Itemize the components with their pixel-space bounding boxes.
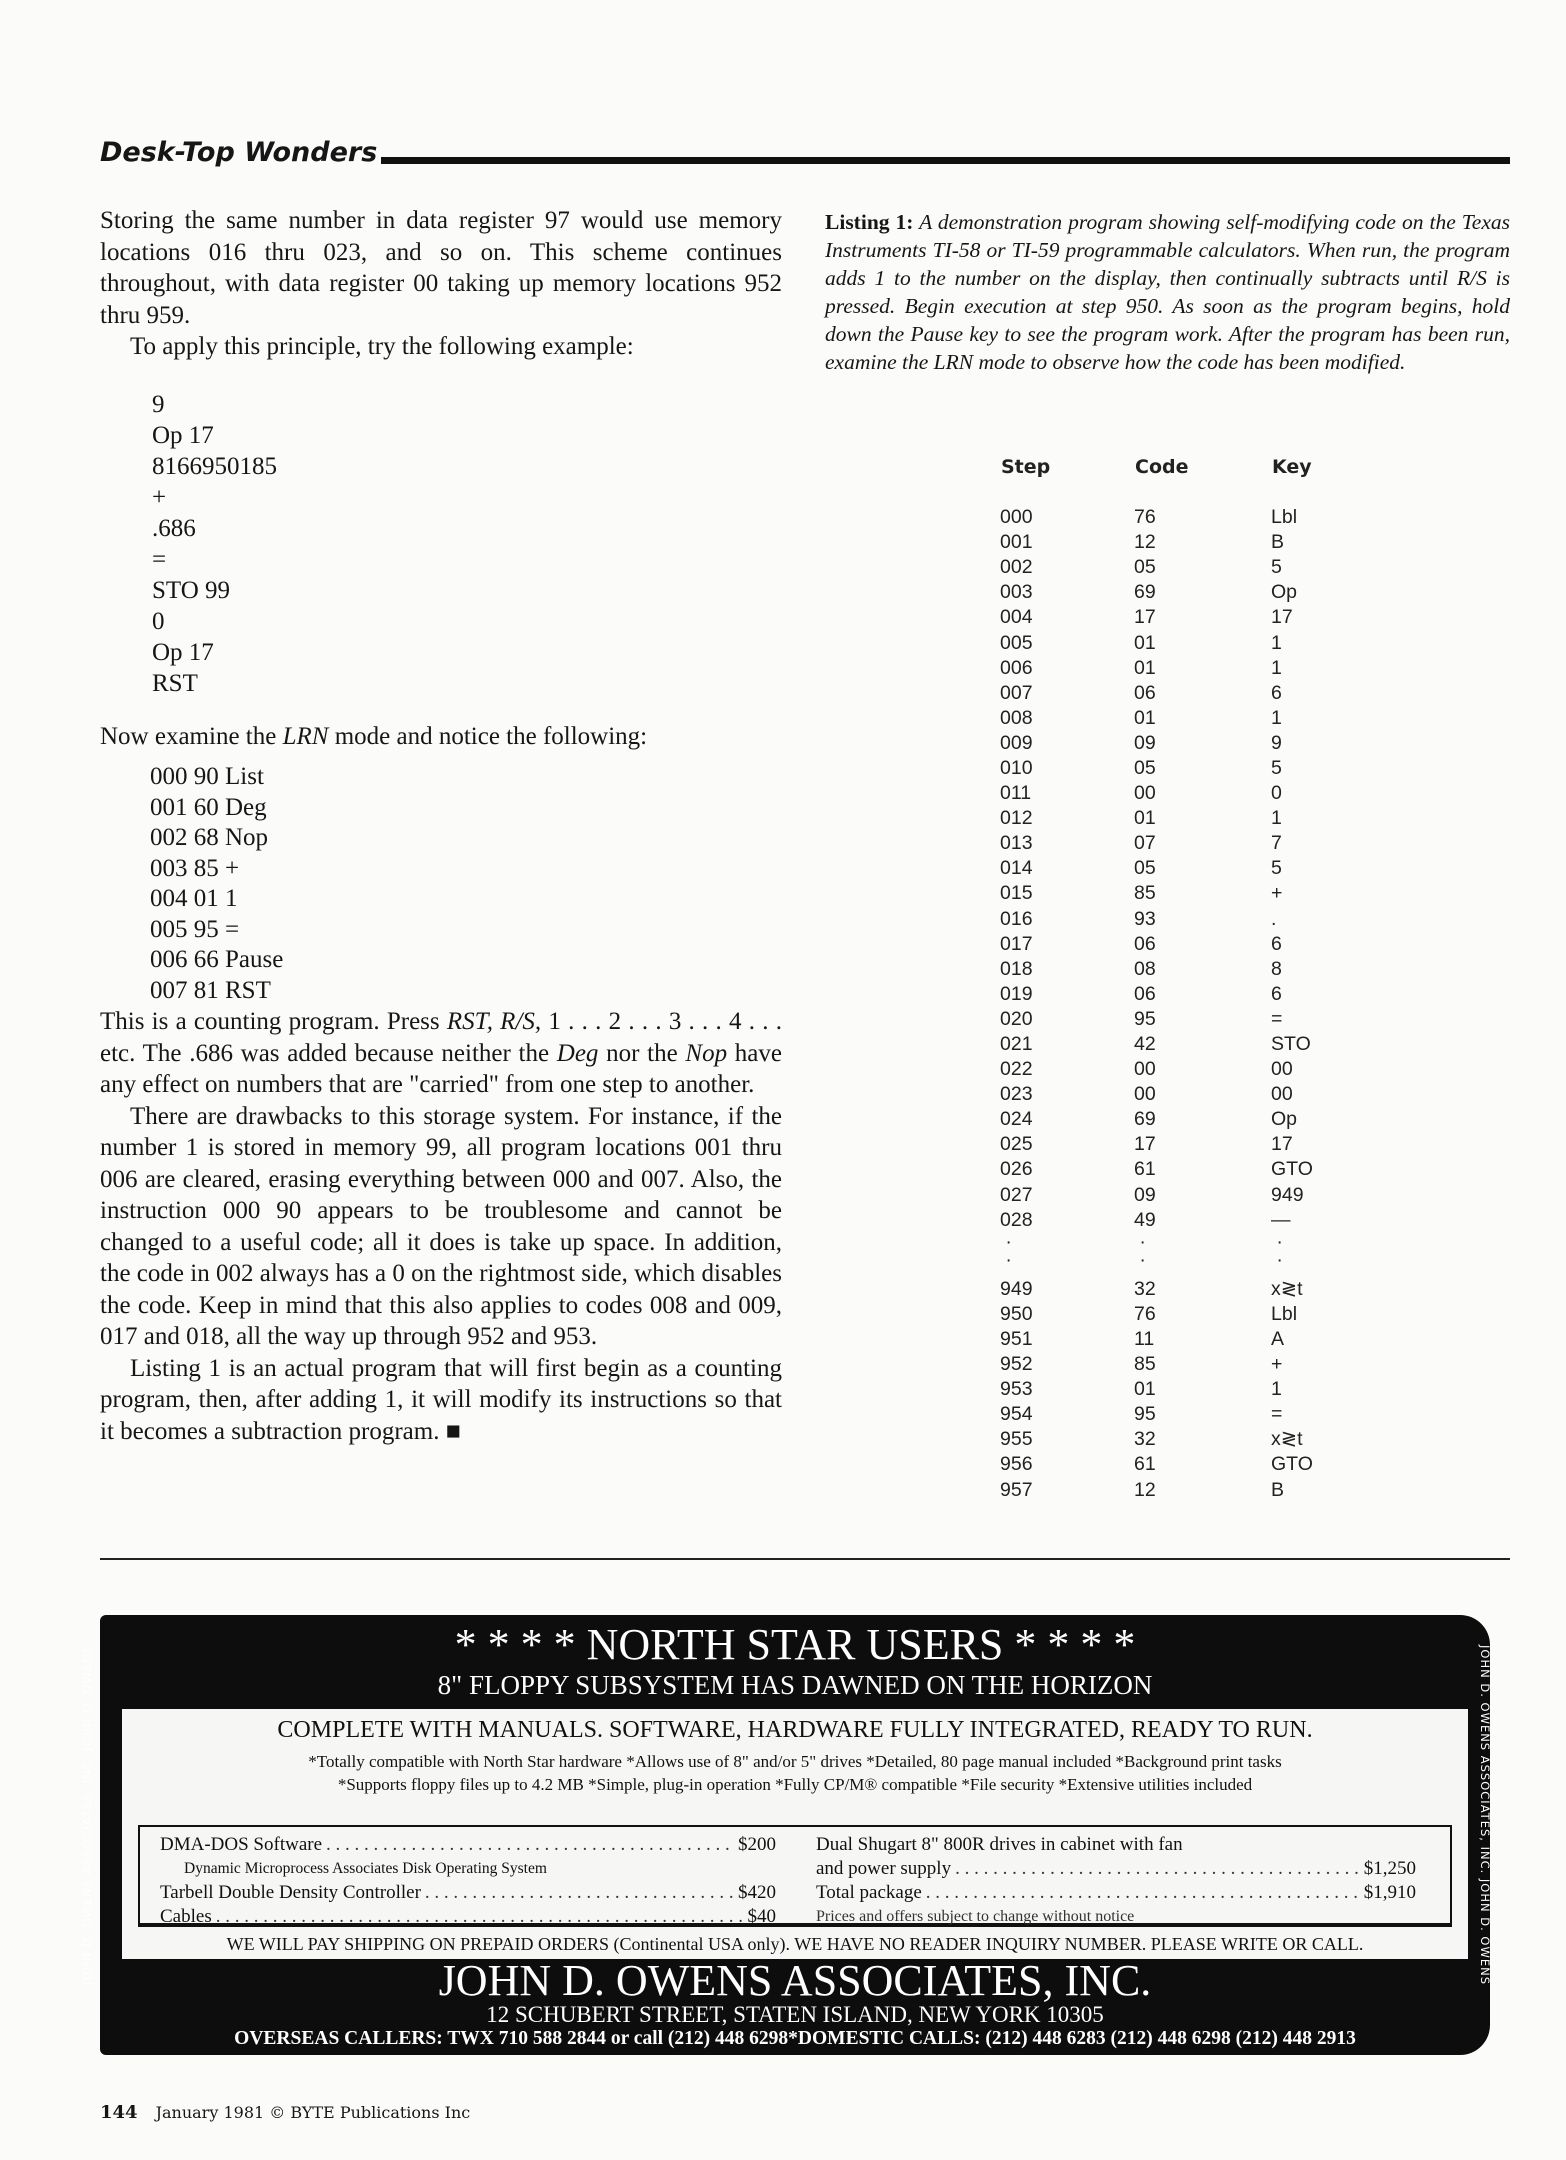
features-line: *Supports floppy files up to 4.2 MB *Simple, plug-in operation *Fully CP/M® compatible *File security *Extensive utilities included [337, 1775, 1253, 1794]
cell-step: 953 [1000, 1378, 1033, 1401]
cell-code: 95 [1134, 1007, 1156, 1030]
cell-key: Lbl [1271, 1302, 1298, 1325]
table-row [1000, 907, 1313, 932]
price-note: Prices and offers subject to change without notice [816, 1908, 1135, 1925]
cell-code: 32 [1134, 1428, 1156, 1451]
caption-text: A demonstration program showing self-modifying code on the Texas Instruments TI-58 or TI-59 programmable calculators. When run, the program adds 1 to the number on the display, then continually subtracts until R/S is pressed. Begin execution at step 950. As soon as the program begins, hold down the Pause key to see the program work. After the program has been run, examine the LRN mode to observe how the code has been modified. [825, 210, 1510, 374]
lrn-line: 006 66 Pause [150, 946, 284, 973]
cell-code: 85 [1134, 1353, 1156, 1376]
text: nor the [598, 1039, 686, 1067]
item-price: $420 [738, 1882, 776, 1903]
cell-code: 06 [1134, 932, 1156, 955]
advertisement [80, 1615, 1492, 2055]
table-row [1000, 1107, 1313, 1132]
table-row [1000, 1402, 1313, 1427]
cell-step: 952 [1000, 1353, 1033, 1376]
side-text-left: JOHN D. OWENS ASSOCIATES, INC. JOHN D. OWENS [80, 1645, 94, 1986]
cell-code: 01 [1134, 706, 1156, 729]
cell-step: 000 [1000, 506, 1033, 529]
end-mark-icon: ■ [445, 1417, 461, 1445]
cell-step: 955 [1000, 1428, 1033, 1451]
cell-step: 004 [1000, 606, 1033, 629]
cell-step: 003 [1000, 581, 1033, 604]
table-row [1000, 1302, 1313, 1327]
cell-step: 011 [1000, 782, 1032, 805]
cell-step: 008 [1000, 706, 1033, 729]
ad-title: * * * * NORTH STAR USERS * * * * [454, 1620, 1136, 1669]
lrn-line: 005 95 = [150, 915, 240, 943]
listing-label: Listing 1: [825, 210, 914, 234]
cell-key: 1 [1271, 631, 1282, 654]
lrn-line: 003 85 + [150, 854, 240, 882]
lrn-line: 004 01 1 [150, 885, 238, 912]
shipping-note: WE WILL PAY SHIPPING ON PREPAID ORDERS (Continental USA only). WE HAVE NO READER INQUIRY NUMBER. PLEASE WRITE OR CALL. [122, 1929, 1468, 1959]
text: mode and notice the following: [328, 722, 648, 750]
cell-step: 001 [1000, 531, 1033, 554]
text: RST, R/S, [446, 1008, 542, 1035]
ellipsis-dots: · · [1000, 1230, 1012, 1271]
cell-step: 021 [1000, 1033, 1033, 1056]
ad-details [122, 1709, 1468, 1929]
paragraph [100, 1006, 782, 1101]
company-name: JOHN D. OWENS ASSOCIATES, INC. [438, 1956, 1152, 2005]
example-keystrokes [152, 389, 782, 699]
text: LRN [282, 722, 329, 750]
cell-step: 954 [1000, 1403, 1033, 1426]
item-price: $40 [747, 1906, 776, 1927]
cell-step: 016 [1000, 907, 1033, 930]
cell-code: 00 [1134, 1083, 1156, 1106]
cell-key: 5 [1271, 756, 1282, 779]
table-row [1000, 1082, 1313, 1107]
table-row [1000, 982, 1313, 1007]
table-row [1000, 1352, 1313, 1377]
cell-step: 010 [1000, 756, 1033, 779]
cell-key: 6 [1271, 982, 1282, 1005]
cell-code: 09 [1134, 731, 1156, 754]
cell-key: 1 [1271, 807, 1282, 830]
cell-code: 61 [1134, 1158, 1156, 1181]
table-row [1000, 1477, 1313, 1502]
cell-code: 01 [1134, 807, 1156, 830]
cell-key: 949 [1271, 1183, 1304, 1206]
keystroke-line: STO 99 [152, 576, 231, 604]
table-row [1000, 856, 1313, 881]
price-item [160, 1881, 776, 1905]
table-row [1000, 932, 1313, 957]
cell-step: 950 [1000, 1302, 1033, 1325]
cell-step: 019 [1000, 982, 1033, 1005]
cell-key: 9 [1271, 731, 1282, 754]
table-row [1000, 1427, 1313, 1452]
lrn-line: 001 60 Deg [150, 793, 267, 821]
cell-step: 017 [1000, 932, 1033, 955]
table-row [1000, 1057, 1313, 1082]
price-item [160, 1833, 776, 1857]
item-price: $1,910 [1363, 1882, 1416, 1903]
cell-code: 49 [1134, 1208, 1156, 1231]
cell-step: 026 [1000, 1158, 1033, 1181]
paragraph: There are drawbacks to this storage system. For instance, if the number 1 is stored in memory 99, all program locations 001 thru 006 are cleared, erasing everything between 000 and 007. Also, the instruction 000 90 appears to be troublesome and cannot be changed to a useful code; all it does is take up space. In addition, the code in 002 always has a 0 on the rightmost side, which disables the code. Keep in mind that this also applies to codes 008 and 009, 017 and 018, all the way up through 952 and 953. [100, 1102, 782, 1350]
table-row [1000, 781, 1313, 806]
cell-code: 01 [1134, 631, 1156, 654]
cell-key: = [1271, 1007, 1283, 1030]
lrn-line: 000 90 List [150, 763, 264, 790]
cell-step: 956 [1000, 1453, 1033, 1476]
ellipsis-dots: · · [1134, 1230, 1146, 1271]
cell-code: 09 [1134, 1183, 1156, 1206]
keystroke-line: Op 17 [152, 638, 214, 666]
cell-code: 05 [1134, 857, 1156, 880]
table-row [1000, 1208, 1313, 1233]
cell-key: + [1271, 882, 1283, 905]
table-row [1000, 881, 1313, 906]
cell-code: 61 [1134, 1453, 1156, 1476]
lrn-line: 002 68 Nop [150, 824, 269, 851]
cell-code: 05 [1134, 556, 1156, 579]
item-name: Total package [816, 1882, 922, 1903]
table-row [1000, 1032, 1313, 1057]
text: Now examine the [100, 722, 283, 750]
cell-code: 17 [1134, 606, 1156, 629]
text: 1 . . . 2 . . . 3 . . . 4 . . . etc. The .686 was added because neither the [100, 1008, 782, 1067]
table-row [1000, 1007, 1313, 1032]
item-price: $1,250 [1363, 1858, 1416, 1879]
table-row [1000, 706, 1313, 731]
keystroke-line: = [152, 545, 167, 573]
table-row [1000, 1327, 1313, 1352]
table-row [1000, 505, 1313, 530]
price-item [816, 1857, 1416, 1881]
text: Deg [556, 1039, 599, 1067]
cell-code: 69 [1134, 1108, 1156, 1131]
cell-step: 007 [1000, 681, 1033, 704]
cell-step: 005 [1000, 631, 1033, 654]
cell-step: 014 [1000, 857, 1033, 880]
cell-key: 1 [1271, 706, 1282, 729]
cell-code: 06 [1134, 982, 1156, 1005]
cell-key: 17 [1271, 606, 1293, 629]
lrn-line: 007 81 RST [150, 976, 271, 1004]
table-row [1000, 1157, 1313, 1182]
cell-step: 013 [1000, 832, 1033, 855]
price-item [816, 1881, 1416, 1905]
cell-key: — [1271, 1208, 1291, 1231]
features-line: *Totally compatible with North Star hardware *Allows use of 8" and/or 5" drives *Detailed, 80 page manual included *Background print tasks [308, 1752, 1282, 1771]
item-name: and power supply [816, 1858, 952, 1879]
cell-code: 93 [1134, 907, 1156, 930]
cell-code: 12 [1134, 1478, 1156, 1501]
cell-key: 6 [1271, 681, 1282, 704]
cell-key: 6 [1271, 932, 1282, 955]
table-row [1000, 1277, 1313, 1302]
keystroke-line: 9 [152, 390, 165, 418]
cell-key: + [1271, 1353, 1283, 1376]
cell-code: 69 [1134, 581, 1156, 604]
cell-key: 00 [1271, 1083, 1293, 1106]
cell-code: 76 [1134, 506, 1156, 529]
divider [100, 1558, 1510, 1560]
cell-key: = [1271, 1403, 1283, 1426]
cell-step: 015 [1000, 882, 1033, 905]
cell-key: Op [1271, 581, 1298, 604]
table-row [1000, 530, 1313, 555]
cell-code: 07 [1134, 832, 1156, 855]
table-row [1000, 630, 1313, 655]
section-title: Desk-Top Wonders [100, 137, 378, 168]
price-box [138, 1825, 1452, 1927]
ellipsis-dots: · · [1271, 1230, 1283, 1271]
text: Listing 1 is an actual program that will first begin as a counting program, then, after adding 1, it will modify its instructions so that it becomes a subtraction program. [100, 1354, 782, 1445]
ad-subtitle: 8" FLOPPY SUBSYSTEM HAS DAWNED ON THE HORIZON [437, 1670, 1153, 1700]
listing-table [1000, 455, 1313, 1503]
table-row [1000, 681, 1313, 706]
cell-key: B [1271, 1478, 1285, 1501]
keystroke-line: .686 [152, 514, 196, 542]
col-code: Code [1135, 456, 1189, 478]
cell-step: 949 [1000, 1277, 1033, 1300]
keystroke-line: Op 17 [152, 421, 214, 449]
cell-key: GTO [1271, 1158, 1313, 1181]
item-price: $200 [738, 1834, 776, 1855]
item-name: Cables [160, 1906, 212, 1927]
cell-code: 08 [1134, 957, 1156, 980]
page-footer [100, 2102, 470, 2123]
table-row [1000, 1183, 1313, 1208]
cell-key: 0 [1271, 782, 1282, 805]
cell-key: 5 [1271, 857, 1282, 880]
cell-code: 76 [1134, 1302, 1156, 1325]
header-rule [381, 157, 1510, 164]
cell-step: 009 [1000, 731, 1033, 754]
cell-key: A [1271, 1327, 1285, 1350]
col-step: Step [1001, 456, 1051, 478]
cell-key: B [1271, 531, 1285, 554]
cell-code: 85 [1134, 882, 1156, 905]
cell-key: STO [1271, 1033, 1311, 1056]
cell-step: 022 [1000, 1058, 1033, 1081]
cell-code: 01 [1134, 656, 1156, 679]
cell-step: 006 [1000, 656, 1033, 679]
table-row [1000, 1132, 1313, 1157]
company-phones: OVERSEAS CALLERS: TWX 710 588 2844 or call (212) 448 6298*DOMESTIC CALLS: (212) 448 6283 (212) 448 6298 (212) 448 2913 [234, 2028, 1356, 2049]
text: This is a counting program. Press [100, 1008, 447, 1035]
cell-key: 00 [1271, 1058, 1293, 1081]
item-name: Tarbell Double Density Controller [160, 1882, 421, 1903]
table-row [1000, 1377, 1313, 1402]
keystroke-line: 8166950185 [152, 452, 277, 480]
lrn-listing [150, 762, 782, 1006]
cell-code: 00 [1134, 1058, 1156, 1081]
ellipsis-row [1000, 1233, 1313, 1277]
cell-key: x≷t [1271, 1277, 1303, 1300]
table-row [1000, 731, 1313, 756]
table-row [1000, 555, 1313, 580]
cell-key: 8 [1271, 957, 1282, 980]
cell-code: 00 [1134, 782, 1156, 805]
cell-step: 023 [1000, 1083, 1033, 1106]
cell-key: x≷t [1271, 1428, 1303, 1451]
cell-key: 5 [1271, 556, 1282, 579]
price-item [160, 1905, 776, 1929]
listing-caption [825, 208, 1510, 376]
side-text-right: JOHN D. OWENS ASSOCIATES, INC. JOHN D. OWENS [1478, 1645, 1492, 1986]
keystroke-line: RST [152, 669, 198, 697]
cell-code: 11 [1134, 1327, 1155, 1350]
cell-step: 027 [1000, 1183, 1033, 1206]
cell-code: 12 [1134, 531, 1156, 554]
cell-key: 7 [1271, 832, 1282, 855]
cell-step: 028 [1000, 1208, 1033, 1231]
cell-step: 018 [1000, 957, 1033, 980]
cell-step: 025 [1000, 1133, 1033, 1156]
cell-code: 17 [1134, 1133, 1156, 1156]
section-header [100, 128, 1510, 168]
table-row [1000, 831, 1313, 856]
cell-key: GTO [1271, 1453, 1313, 1476]
page-number: 144 [100, 2102, 138, 2123]
cell-key: 1 [1271, 1378, 1282, 1401]
cell-step: 951 [1000, 1327, 1033, 1350]
article-body [100, 205, 782, 1447]
col-key: Key [1272, 456, 1312, 478]
cell-key: . [1271, 907, 1277, 930]
item-desc: Dynamic Microprocess Associates Disk Operating System [184, 1860, 547, 1877]
cell-key: Lbl [1271, 506, 1298, 529]
table-row [1000, 756, 1313, 781]
company-address: 12 SCHUBERT STREET, STATEN ISLAND, NEW YORK 10305 [486, 2002, 1104, 2027]
cell-key: 17 [1271, 1133, 1293, 1156]
text: have any effect on numbers that are "carried" from one step to another. [100, 1039, 782, 1098]
table-row [1000, 580, 1313, 605]
item-name: DMA-DOS Software [160, 1834, 323, 1855]
cell-code: 01 [1134, 1378, 1156, 1401]
table-row [1000, 656, 1313, 681]
table-row [1000, 1452, 1313, 1477]
paragraph: Storing the same number in data register 97 would use memory locations 016 thru 023, and so on. This scheme continues throughout, with data register 00 taking up memory locations 952 thru 959. [100, 207, 782, 329]
footer-text: January 1981 © BYTE Publications Inc [155, 2103, 471, 2122]
paragraph: To apply this principle, try the following example: [130, 333, 634, 360]
cell-code: 06 [1134, 681, 1156, 704]
cell-step: 024 [1000, 1108, 1033, 1131]
cell-step: 957 [1000, 1478, 1033, 1501]
text: Nop [685, 1039, 728, 1067]
paragraph [100, 721, 782, 753]
cell-step: 002 [1000, 556, 1033, 579]
cell-code: 05 [1134, 756, 1156, 779]
cell-key: Op [1271, 1108, 1298, 1131]
cell-code: 32 [1134, 1277, 1156, 1300]
keystroke-line: 0 [152, 607, 165, 635]
keystroke-line: + [152, 483, 167, 511]
table-row [1000, 806, 1313, 831]
ad-tagline: COMPLETE WITH MANUALS. SOFTWARE, HARDWARE FULLY INTEGRATED, READY TO RUN. [277, 1717, 1313, 1743]
item-name: Dual Shugart 8" 800R drives in cabinet with fan [816, 1834, 1183, 1855]
paragraph [100, 1353, 782, 1448]
cell-code: 42 [1134, 1033, 1156, 1056]
cell-step: 012 [1000, 807, 1033, 830]
table-row [1000, 605, 1313, 630]
cell-step: 020 [1000, 1007, 1033, 1030]
cell-key: 1 [1271, 656, 1282, 679]
table-row [1000, 957, 1313, 982]
cell-code: 95 [1134, 1403, 1156, 1426]
